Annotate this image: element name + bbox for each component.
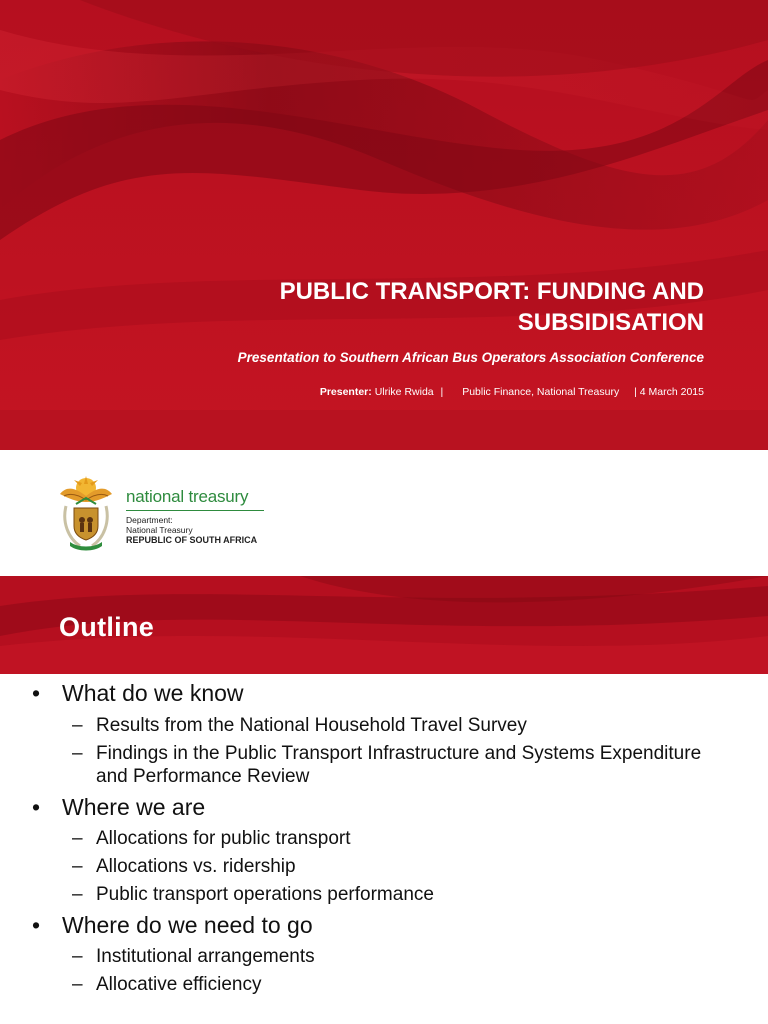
title-slide — [0, 0, 768, 450]
logo-band — [0, 450, 768, 576]
separator: | — [440, 386, 444, 398]
affiliation: Public Finance, National Treasury — [462, 386, 620, 398]
title-line-1: PUBLIC TRANSPORT: FUNDING AND — [279, 278, 704, 305]
department-line-2: National Treasury — [126, 525, 193, 535]
outline-item: • Where do we need to go — [62, 912, 313, 939]
department-label — [126, 515, 193, 535]
logo-divider — [126, 510, 264, 511]
outline-item: • Where we are — [62, 794, 205, 821]
title-line-2: SUBSIDISATION — [517, 309, 704, 336]
outline-item: • What do we know — [62, 680, 244, 707]
country-label: REPUBLIC OF SOUTH AFRICA — [126, 535, 258, 545]
outline-subitem: – Results from the National Household Travel Survey — [96, 714, 736, 737]
separator: | — [634, 386, 637, 398]
presentation-title — [104, 276, 704, 338]
presenter-line — [64, 386, 704, 398]
outline-subitem: – Allocations for public transport — [96, 827, 736, 850]
outline-subitem: – Findings in the Public Transport Infrastructure and Systems Expenditure and Performance Review — [96, 742, 736, 788]
outline-subitem: – Allocative efficiency — [96, 973, 736, 996]
presentation-date: 4 March 2015 — [639, 386, 704, 398]
presentation-subtitle: Presentation to Southern African Bus Operators Association Conference — [237, 350, 704, 365]
outline-title: Outline — [59, 612, 155, 642]
treasury-logo-name: national treasury — [126, 487, 249, 506]
outline-subitem: – Institutional arrangements — [96, 945, 736, 968]
presenter-name: Ulrike Rwida — [374, 386, 434, 398]
presenter-label: Presenter: — [319, 386, 372, 398]
coat-of-arms-icon — [58, 476, 114, 552]
outline-subitem: – Public transport operations performance — [96, 883, 736, 906]
outline-subitem: – Allocations vs. ridership — [96, 855, 736, 878]
red-wave-background — [0, 0, 768, 450]
department-line-1: Department: — [126, 515, 173, 525]
